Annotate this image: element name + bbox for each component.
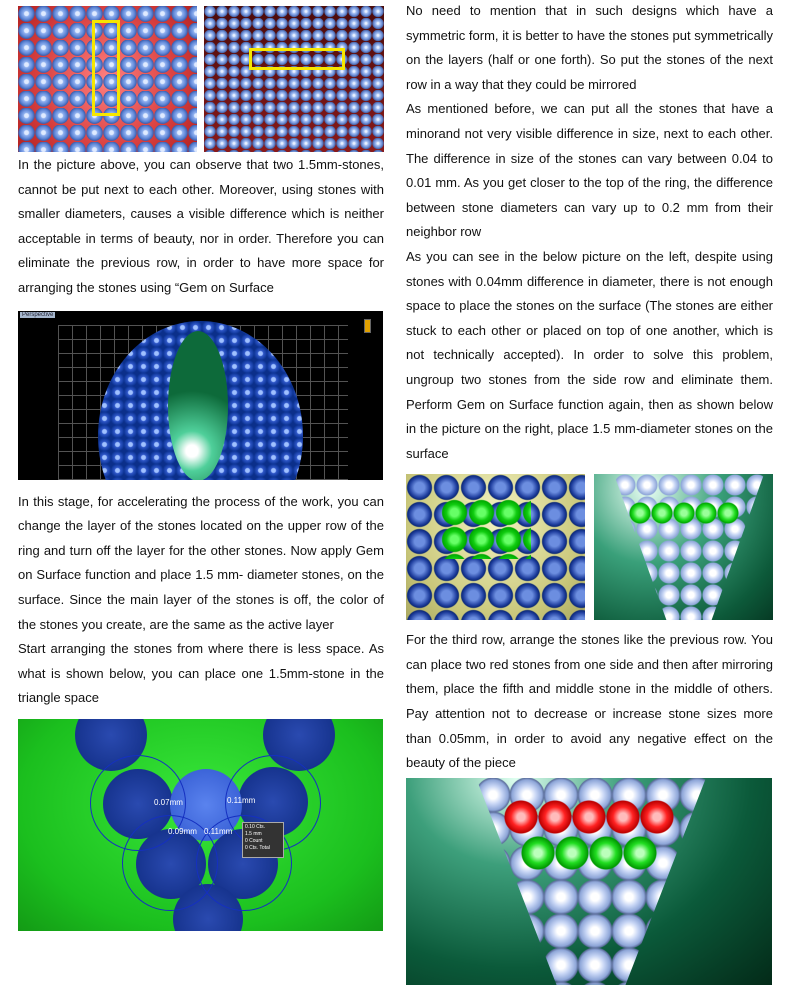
- gem-info-tooltip: [242, 822, 284, 858]
- info-carat: 0.10 Cts.: [245, 823, 266, 830]
- red-stones: [504, 800, 674, 834]
- stones-placed-image: [594, 474, 773, 620]
- highlight-box: [249, 48, 345, 70]
- viewport-image: [18, 311, 383, 480]
- gnomon-icon: [364, 319, 371, 333]
- measurement-image: [18, 719, 383, 931]
- green-stones: [441, 499, 531, 559]
- green-core: [168, 331, 228, 480]
- top-images-row: [18, 6, 384, 152]
- paragraph: As mentioned before, we can put all the stones that have a minorand not very visible difference in size, next to each other. The difference in size of the stones can vary between 0.04 to 0.01 mm. As you get closer to the top of the ring, the difference between stone diameters can vary up to 0.2 mm from their neighbor row: [406, 101, 773, 240]
- viewport-label[interactable]: Perspective: [22, 311, 54, 318]
- ring-stones-image-right: [204, 6, 384, 152]
- info-size: 1.5 mm: [245, 830, 262, 837]
- paragraph: In the picture above, you can observe that two 1.5mm-stones, cannot be put next to each other. Moreover, using stones with smaller diameters, causes a visible difference which is neither acceptable in terms of beauty, nor in order. Therefore you can eliminate the previous row, in order to have more space for arranging the stones using “Gem on Surface: [18, 157, 384, 295]
- distance-label: 0.11mm: [204, 826, 233, 836]
- paragraph: Start arranging the stones from where there is less space. As what is shown below, you can place one 1.5mm-stone in the triangle space: [18, 641, 384, 706]
- distance-label: 0.11mm: [227, 795, 256, 805]
- highlight-box: [92, 20, 120, 116]
- distance-label: 0.07mm: [154, 797, 183, 807]
- left-column: [18, 6, 384, 931]
- three-rows-stones-image: [406, 778, 772, 985]
- middle-images-row: [406, 474, 773, 620]
- info-total: 0 Cts. Total: [245, 844, 270, 851]
- green-stones: [521, 836, 657, 870]
- paragraph: For the third row, arrange the stones like the previous row. You can place two red stones from one side and then after mirroring them, place the fifth and middle stone in the middle of others. Pay attention not to decrease or increase stone sizes more than 0.05mm, in order to avoid any negative effect on the beauty of the piece: [406, 632, 773, 771]
- right-column: [406, 0, 773, 985]
- white-stones: [614, 474, 764, 620]
- ring-stones-image-left: [18, 6, 197, 152]
- info-count: 0 Count: [245, 837, 263, 844]
- distance-label: 0.09mm: [168, 826, 197, 836]
- paragraph: No need to mention that in such designs which have a symmetric form, it is better to have the stones put symmetrically on the layers (half or one forth). So put the stones of the next row in a way that they could be mirrored: [406, 3, 773, 92]
- paragraph: As you can see in the below picture on the left, despite using stones with 0.04mm difference in diameter, there is not enough space to place the stones on the surface (The stones are either stuck to each other or placed on top of one another, which is not technically accepted). In order to solve this problem, ungroup two stones from the side row and eliminate them. Perform Gem on Surface function again, then as shown below in the picture on the right, place 1.5 mm-diameter stones on the surface: [406, 248, 773, 461]
- stones-overlap-image: [406, 474, 585, 620]
- paragraph: In this stage, for accelerating the process of the work, you can change the layer of the stones located on the upper row of the ring and turn off the layer for the other stones. Now apply Gem on Surface function and place 1.5 mm- diameter stones, on the surface. Since the main layer of the stones is off, the color of the stones you create, are the same as the active layer: [18, 493, 384, 632]
- green-stones: [629, 502, 739, 524]
